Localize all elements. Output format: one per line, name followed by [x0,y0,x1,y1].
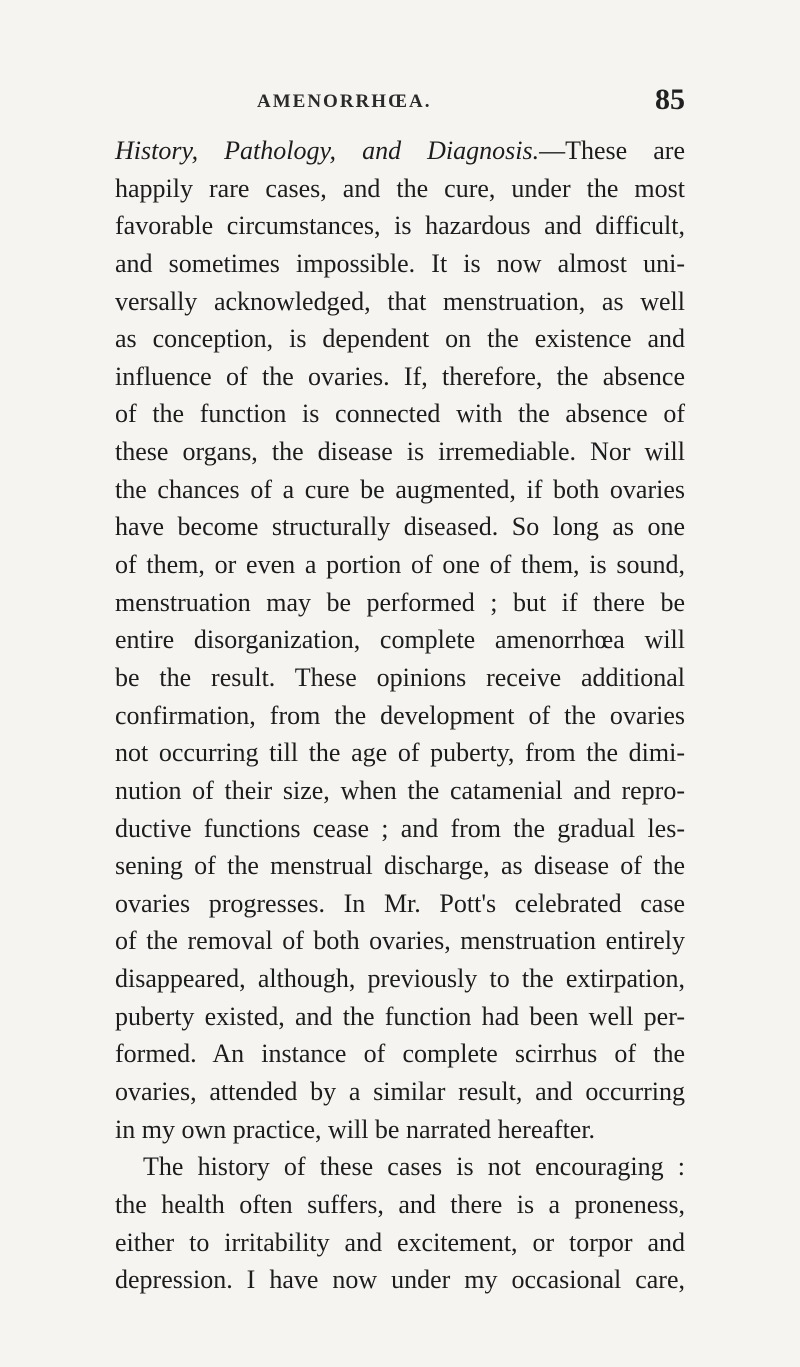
text-line: in my own practice, will be narrated hereafter. [115,1114,596,1144]
text-line: be the result. These opinions receive additional [115,662,685,692]
heading-continuation: —These are [539,136,685,165]
text-line: of them, or even a portion of one of them, is sound, [115,550,685,580]
page-number: 85 [655,83,685,116]
text-line [115,132,685,170]
text-line: depression. I have now under my occasional care, [115,1265,685,1295]
text-line: entire disorganization, complete amenorrhœa will [115,625,685,655]
running-head [115,85,685,119]
text-line: disappeared, although, previously to the extirpation, [115,964,685,994]
section-heading: History, Pathology, and Diagnosis. [115,136,540,165]
text-line: happily rare cases, and the cure, under the most [115,173,685,203]
text-line: of the removal of both ovaries, menstruation entirely [115,926,685,956]
text-line: favorable circumstances, is hazardous and difficult, [115,211,685,241]
text-line: not occurring till the age of puberty, from the dimi- [115,738,685,768]
text-line: nution of their size, when the catamenial and repro- [115,775,685,805]
text-line: ovaries progresses. In Mr. Pott's celebrated case [115,888,685,918]
text-line: puberty existed, and the function had been well per- [115,1001,685,1031]
text-line: influence of the ovaries. If, therefore, the absence [115,361,685,391]
text-line: either to irritability and excitement, or torpor and [115,1227,685,1257]
running-title: AMENORRHŒA. [257,91,432,112]
text-line: these organs, the disease is irremediable. Nor will [115,437,685,467]
text-line: as conception, is dependent on the existence and [115,324,685,354]
text-line: versally acknowledged, that menstruation, as well [115,286,685,316]
text-line: confirmation, from the development of the ovaries [115,700,685,730]
text-line: the chances of a cure be augmented, if both ovaries [115,474,685,504]
body-text [115,132,685,1299]
text-line: The history of these cases is not encouraging : [143,1152,685,1182]
text-line: of the function is connected with the absence of [115,399,685,429]
text-line: have become structurally diseased. So long as one [115,512,685,542]
text-line: and sometimes impossible. It is now almost uni- [115,248,685,278]
text-line: sening of the menstrual discharge, as disease of the [115,851,685,881]
text-line: the health often suffers, and there is a proneness, [115,1189,685,1219]
text-line: menstruation may be performed ; but if there be [115,587,685,617]
text-line: ductive functions cease ; and from the gradual les- [115,813,685,843]
text-line: ovaries, attended by a similar result, and occurring [115,1077,685,1107]
text-line: formed. An instance of complete scirrhus of the [115,1039,685,1069]
